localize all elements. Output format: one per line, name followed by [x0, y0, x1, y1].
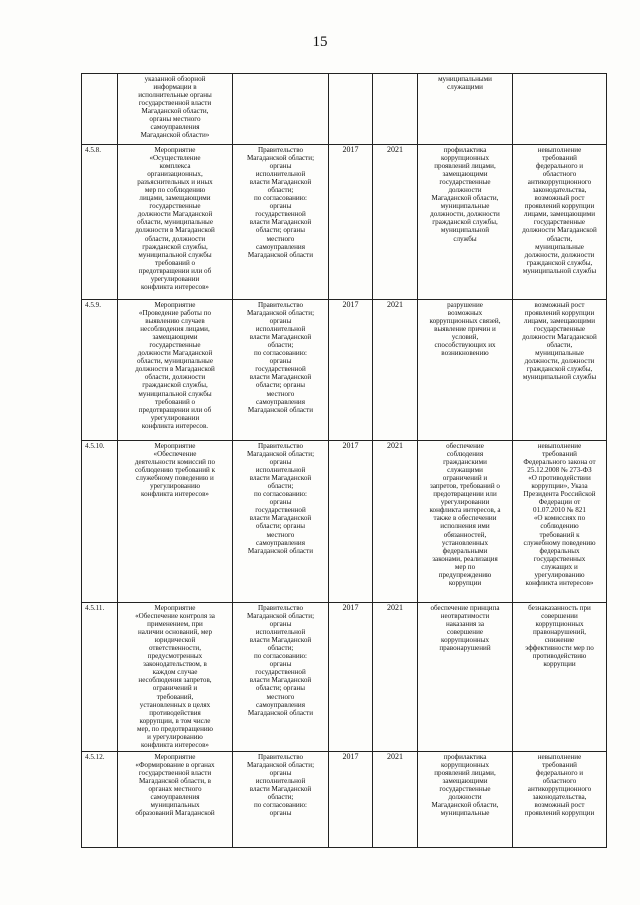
item-number [82, 145, 118, 300]
executor-cell-text: Правительство Магаданской области; органы исполнительной власти Магаданской области; по согласованию: органы государственной власти Магаданской области; органы местного самоуправления Магаданской области [246, 146, 315, 259]
start-year-text: 2017 [342, 300, 359, 309]
end-year [373, 145, 418, 300]
item-number-text: 4.5.8. [85, 146, 101, 154]
expected-result-text: муниципальными служащими [438, 75, 492, 92]
item-number-text: 4.5.9. [85, 301, 101, 309]
start-year [329, 74, 373, 145]
item-number-text: 4.5.12. [85, 753, 105, 761]
risk-cell [513, 145, 607, 300]
event-description-text: Мероприятие «Обеспечение деятельности комиссий по соблюдению требований к служебному поведению и урегулированию конфликта интересов» [134, 442, 216, 499]
risk-cell-text: безнаказанность при совершении коррупционных правонарушений, снижение эффективности мер по противодействию коррупции [525, 604, 594, 669]
expected-result-text: профилактика коррупционных проявлений лицами, замещающими государственные должности Магаданской области, муниципальные должности, должности гражданской службы, муниципальной службы [430, 146, 500, 243]
item-number [82, 74, 118, 145]
start-year-text: 2017 [342, 752, 359, 761]
expected-result-text: обеспечение соблюдения гражданскими служащими ограничений и запретов, требований о предотвращении или урегулировании конфликта интересов, а также в обеспечении исполнения ими обязанностей, установленных федеральными законами, реализация мер по предупреждению коррупции [429, 442, 501, 587]
risk-cell [513, 441, 607, 603]
executor-cell-text: Правительство Магаданской области; органы исполнительной власти Магаданской области; по согласованию: органы государственной власти Магаданской области; органы местного самоуправления Магаданской области [246, 301, 315, 414]
event-description [118, 300, 233, 441]
item-number-text: 4.5.10. [85, 442, 105, 450]
executor-cell [233, 752, 329, 848]
risk-cell [513, 300, 607, 441]
table-row [82, 74, 607, 145]
expected-result [418, 300, 513, 441]
event-description [118, 752, 233, 848]
risk-cell-text: возможный рост проявлений коррупции лицами, замещающими государственные должности Магаданской области, муниципальные должности, должности гражданской службы, муниципальной службы [522, 301, 597, 382]
expected-result [418, 752, 513, 848]
event-description-text: Мероприятие «Проведение работы по выявлению случаев несоблюдения лицами, замещающими государственные должности Магаданской области, муниципальные должности в Магаданской области, должности гражданской службы, муниципальной службы требований о предотвращении или об урегулировании конфликта интересов. [135, 301, 215, 430]
expected-result-text: профилактика коррупционных проявлений лицами, замещающими государственные должности Магаданской области, муниципальные [431, 753, 499, 818]
table-row [82, 603, 607, 752]
start-year [329, 441, 373, 603]
measures-table [81, 73, 607, 848]
executor-cell [233, 441, 329, 603]
executor-cell [233, 145, 329, 300]
end-year [373, 300, 418, 441]
start-year [329, 752, 373, 848]
end-year [373, 441, 418, 603]
risk-cell [513, 74, 607, 145]
expected-result [418, 441, 513, 603]
end-year-text: 2021 [387, 300, 403, 309]
executor-cell [233, 74, 329, 145]
risk-cell-text: невыполнение требований федерального и областного антикоррупционного законодательства, возможный рост проявлений коррупции лицами, замещающими государственные должности Магаданской области, муниципальные должности, должности гражданской службы, муниципальной службы [522, 146, 597, 275]
end-year [373, 752, 418, 848]
event-description [118, 74, 233, 145]
start-year-text: 2017 [342, 441, 359, 450]
event-description-text: Мероприятие «Обеспечение контроля за применением, при наличии оснований, мер юридической ответственности, предусмотренных законодательством, в каждом случае несоблюдения запретов, ограничений и требований, установленных в целях противодействия коррупции, в том числе мер, по предотвращению и урегулированию конфликта интересов» [135, 604, 215, 749]
start-year-text: 2017 [342, 603, 359, 612]
table-row [82, 145, 607, 300]
start-year [329, 145, 373, 300]
executor-cell-text: Правительство Магаданской области; органы исполнительной власти Магаданской области; по согласованию: органы [246, 753, 315, 818]
item-number-text: 4.5.11. [85, 604, 105, 612]
item-number [82, 300, 118, 441]
table-row [82, 441, 607, 603]
item-number [82, 441, 118, 603]
start-year [329, 603, 373, 752]
event-description-text: Мероприятие «Осуществление комплекса организационных, разъяснительных и иных мер по соблюдению лицами, замещающими государственные должности Магаданской области, муниципальные должности в Магаданской области, должности гражданской службы, муниципальной службы требований о предотвращении или об урегулировании конфликта интересов» [135, 146, 215, 291]
event-description-text: указанной обзорной информации в исполнительные органы государственной власти Магаданской области, органы местного самоуправления Магаданской области» [138, 75, 212, 140]
expected-result [418, 603, 513, 752]
event-description [118, 603, 233, 752]
start-year [329, 300, 373, 441]
event-description-text: Мероприятие «Формирование в органах государственной власти Магаданской области, в органах местного самоуправления муниципальных образований Магаданской [135, 753, 215, 818]
event-description [118, 441, 233, 603]
end-year-text: 2021 [387, 752, 403, 761]
end-year-text: 2021 [387, 603, 403, 612]
risk-cell [513, 752, 607, 848]
risk-cell-text: невыполнение требований федерального и областного антикоррупционного законодательства, возможный рост проявлений коррупции [524, 753, 595, 818]
page-number: 15 [312, 34, 328, 50]
executor-cell [233, 603, 329, 752]
expected-result [418, 74, 513, 145]
executor-cell-text: Правительство Магаданской области; органы исполнительной власти Магаданской области; по согласованию: органы государственной власти Магаданской области; органы местного самоуправления Магаданской области [246, 442, 315, 555]
expected-result-text: обеспечение принципа неотвратимости наказания за совершение коррупционных правонарушений [430, 604, 500, 653]
end-year-text: 2021 [387, 145, 403, 154]
end-year [373, 603, 418, 752]
executor-cell-text: Правительство Магаданской области; органы исполнительной власти Магаданской области; по согласованию: органы государственной власти Магаданской области; органы местного самоуправления Магаданской области [246, 604, 315, 717]
item-number [82, 603, 118, 752]
event-description [118, 145, 233, 300]
executor-cell [233, 300, 329, 441]
item-number [82, 752, 118, 848]
start-year-text: 2017 [342, 145, 359, 154]
end-year-text: 2021 [387, 441, 403, 450]
risk-cell [513, 603, 607, 752]
risk-cell-text: невыполнение требований Федерального закона от 25.12.2008 № 273-ФЗ «О противодействии коррупции», Указа Президента Российской Федерации от 01.07.2010 № 821 «О комиссиях по соблюдению требований к служебному поведению федеральных государственных служащих и урегулированию конфликта интересов» [523, 442, 596, 587]
end-year [373, 74, 418, 145]
expected-result [418, 145, 513, 300]
table-row [82, 300, 607, 441]
table-row [82, 752, 607, 848]
expected-result-text: разрушение возможных коррупционных связей, выявление причин и условий, способствующих их возникновению [429, 301, 501, 358]
